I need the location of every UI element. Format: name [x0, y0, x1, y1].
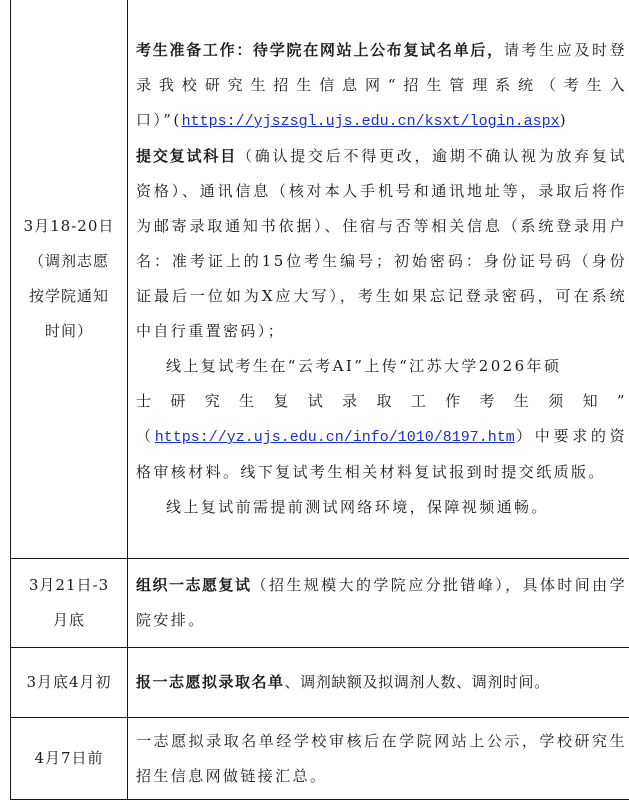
paragraph-online-upload-link [136, 419, 627, 490]
body-text: （ [136, 427, 155, 445]
paragraph-network-test [136, 490, 627, 525]
paragraph-online-upload-cont [136, 384, 627, 419]
notice-link[interactable]: https://yz.ujs.edu.cn/info/1010/8197.htm [154, 429, 515, 446]
bold-heading: 报一志愿拟录取名单 [136, 673, 285, 691]
description-cell [128, 559, 629, 648]
body-text: ）中要求的资格审核材料。线下复试考生相关材料复试报到时提交纸质版。 [136, 427, 628, 481]
table-row [11, 559, 629, 648]
body-text: 士研究生复试录取工作考生须知” [136, 392, 627, 410]
table-row [11, 0, 629, 559]
table-row [11, 648, 629, 718]
body-text: 、调剂缺额及拟调剂人数、调剂时间。 [284, 673, 550, 691]
body-text: （招生规模大的学院应分批错峰），具体时间由学院安排。 [136, 576, 627, 629]
table-row [11, 718, 629, 800]
date-line: 3月底4月初 [26, 673, 112, 691]
date-cell [11, 648, 128, 718]
date-line: 按学院通知 [28, 287, 109, 305]
body-text: ) [559, 111, 568, 129]
body-text: （确认提交后不得更改，逾期不确认视为放弃复试资格）、通讯信息（核对本人手机号和通讯地址等，录取后将作为邮寄录取通知书依据）、住宿与否等相关信息（系统登录用户名：准考证上的15位考生编号；初始密码：身份证号码（身份证最后一位如为X应大写），考生如果忘记登录密码，可在系统中自行重置密码）； [136, 147, 627, 340]
paragraph-preparation [136, 33, 627, 139]
paragraph-submit [136, 139, 627, 349]
schedule-table [10, 0, 629, 800]
paragraph-online-upload [136, 349, 627, 384]
body-text: 一志愿拟录取名单经学校审核后在学院网站上公示，学校研究生招生信息网做链接汇总。 [136, 731, 627, 785]
bold-heading: 提交复试科目 [136, 147, 238, 165]
description-cell [128, 718, 629, 800]
date-line: 3月18-20日 [23, 217, 115, 235]
date-line: 3月21日-3 [28, 576, 110, 594]
body-text: 线上复试考生在“云考AI”上传“江苏大学2026年硕 [166, 357, 562, 375]
description-cell [128, 648, 629, 718]
date-line: 时间） [44, 322, 93, 340]
date-line: （调剂志愿 [28, 252, 109, 270]
body-text: 线上复试前需提前测试网络环境，保障视频通畅。 [166, 498, 549, 516]
login-link[interactable]: https://yjszsgl.ujs.edu.cn/ksxt/login.aspx [181, 113, 560, 130]
date-cell [11, 718, 128, 800]
date-line: 4月7日前 [34, 749, 104, 767]
bold-heading: 组织一志愿复试 [136, 576, 252, 594]
date-cell [11, 559, 128, 648]
date-cell [11, 0, 128, 559]
body-text: 请考生应及时登录我校研究生招生信息网“招生管理系统（考生入口）”( [136, 41, 627, 129]
date-line: 月底 [52, 611, 85, 629]
bold-heading: 考生准备工作：待学院在网站上公布复试名单后， [136, 41, 504, 59]
description-cell [128, 0, 629, 559]
